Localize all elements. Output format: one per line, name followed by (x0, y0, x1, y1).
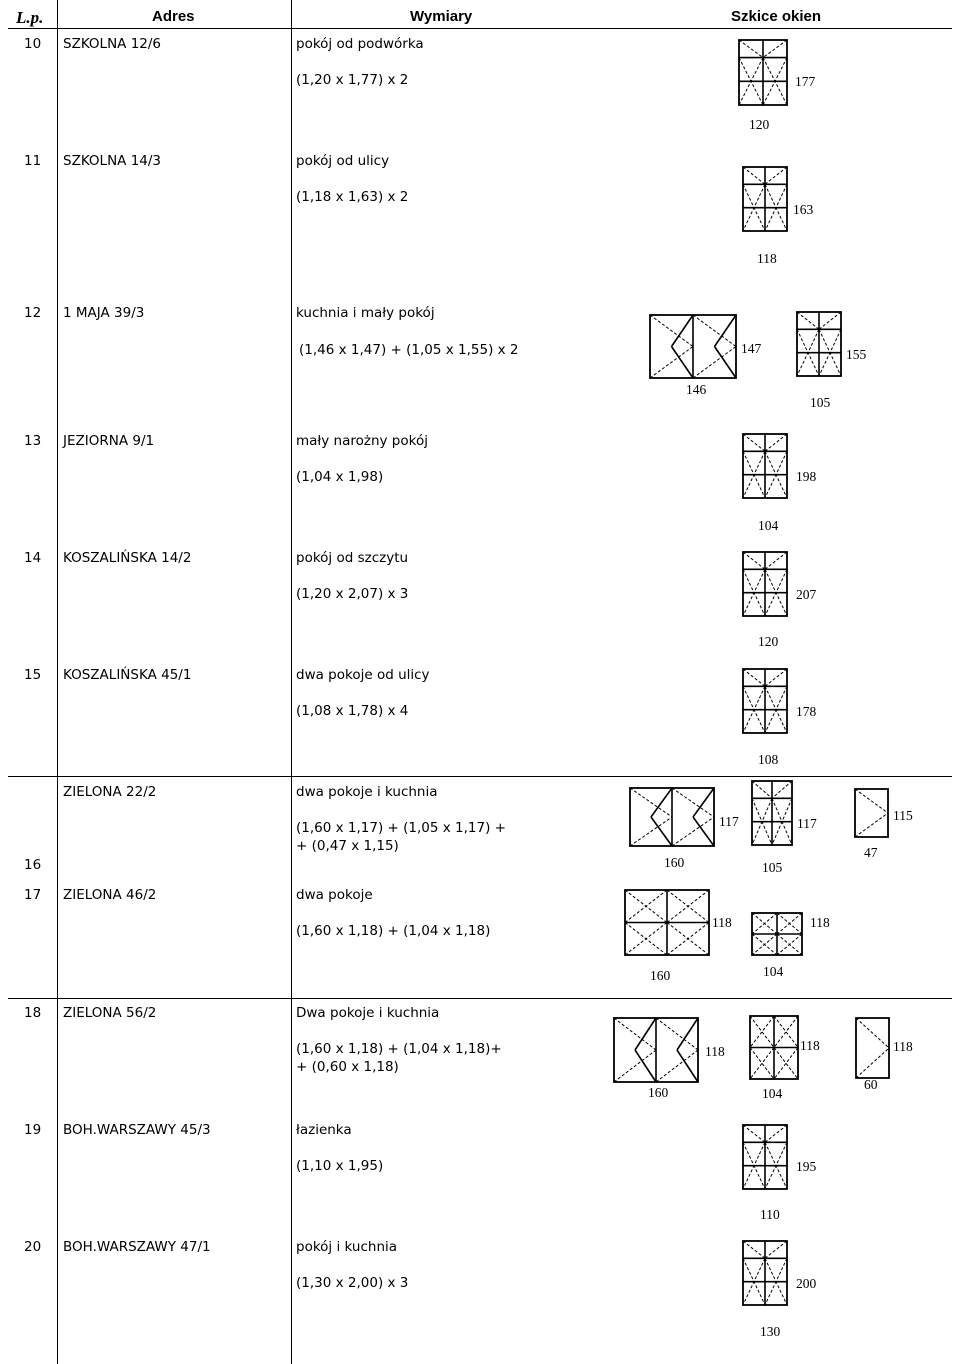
window-frame-line (677, 1018, 698, 1050)
sketch-label: 60 (864, 1077, 878, 1092)
row-number: 15 (24, 667, 42, 683)
sketch-label: 178 (796, 704, 817, 719)
row-dimensions: (1,20 x 2,07) x 3 (296, 586, 409, 602)
sketch-label: 117 (719, 814, 739, 829)
row-address: SZKOLNA 12/6 (63, 36, 162, 52)
row-number: 11 (24, 153, 42, 169)
sash-opening-line (855, 813, 888, 837)
sash-opening-line (650, 347, 693, 379)
row-number: 16 (24, 857, 42, 873)
row-description: pokój i kuchnia (296, 1239, 398, 1255)
sash-opening-line (672, 788, 714, 817)
sash-opening-line (672, 817, 714, 846)
window-frame-line (715, 347, 737, 379)
window-frame-line (677, 1050, 698, 1082)
row-dimensions: (1,60 x 1,17) + (1,05 x 1,17) + (296, 820, 506, 836)
sketch-label: 120 (749, 117, 770, 132)
sketch-label: 163 (793, 202, 814, 217)
row-description: dwa pokoje (296, 887, 373, 903)
row-address: ZIELONA 56/2 (63, 1005, 157, 1021)
row-description: mały narożny pokój (296, 433, 428, 449)
row-dimensions: (1,04 x 1,98) (296, 469, 384, 485)
sketch-label: 104 (762, 1086, 783, 1101)
sketch-label: 195 (796, 1159, 817, 1174)
sketch-label: 160 (648, 1085, 669, 1100)
row-description: łazienka (296, 1122, 352, 1138)
row-address: ZIELONA 22/2 (63, 784, 157, 800)
row-description: pokój od ulicy (296, 153, 390, 169)
sash-opening-line (855, 789, 888, 813)
sash-opening-line (693, 315, 736, 347)
row-dimensions: (1,60 x 1,18) + (1,04 x 1,18) (296, 923, 491, 939)
sketch-label: 207 (796, 587, 817, 602)
sash-opening-line (743, 1241, 765, 1258)
sketch-label: 118 (757, 251, 777, 266)
row-dimensions: (1,46 x 1,47) + (1,05 x 1,55) x 2 (299, 342, 519, 358)
sketch-label: 200 (796, 1276, 817, 1291)
sketch-label: 110 (760, 1207, 780, 1222)
window-frame (856, 1018, 889, 1078)
sketch-label: 146 (686, 382, 707, 397)
sash-opening-line (765, 669, 787, 686)
row-number: 19 (24, 1122, 42, 1138)
window-frame-line (672, 315, 694, 347)
sketch-label: 130 (760, 1324, 781, 1339)
header-sketches: Szkice okien (731, 8, 822, 25)
sketch-label: 177 (795, 74, 816, 89)
row-address: BOH.WARSZAWY 45/3 (63, 1122, 211, 1138)
sash-opening-line (693, 347, 736, 379)
sash-opening-line (743, 434, 765, 451)
sash-opening-line (856, 1048, 889, 1078)
sketch-label: 105 (762, 860, 783, 875)
window-frame-line (635, 1018, 656, 1050)
window-frame-line (651, 788, 672, 817)
sash-opening-line (752, 781, 772, 798)
row-address: BOH.WARSZAWY 47/1 (63, 1239, 211, 1255)
sash-opening-line (765, 1241, 787, 1258)
row-description: kuchnia i mały pokój (296, 305, 435, 321)
sketch-label: 160 (650, 968, 671, 983)
sash-opening-line (743, 669, 765, 686)
sketch-label: 198 (796, 469, 817, 484)
window-frame-line (672, 347, 694, 379)
sash-opening-line (656, 1018, 698, 1050)
sketch-label: 118 (705, 1044, 725, 1059)
sash-opening-line (656, 1050, 698, 1082)
sash-opening-line (856, 1018, 889, 1048)
sketch-label: 108 (758, 752, 779, 767)
row-number: 14 (24, 550, 42, 566)
sash-opening-line (743, 1125, 765, 1142)
row-address: KOSZALIŃSKA 14/2 (63, 550, 192, 566)
sketch-label: 155 (846, 347, 867, 362)
sash-opening-line (630, 788, 672, 817)
row-dimensions: (1,60 x 1,18) + (1,04 x 1,18)+ (296, 1041, 502, 1057)
row-dimensions-cont: + (0,60 x 1,18) (296, 1059, 399, 1075)
sash-opening-line (743, 167, 765, 184)
sketch-label: 47 (864, 845, 878, 860)
row-number: 10 (24, 36, 42, 52)
header-dimensions: Wymiary (410, 8, 473, 25)
row-description: pokój od podwórka (296, 36, 424, 52)
row-description: dwa pokoje od ulicy (296, 667, 430, 683)
header-address: Adres (152, 8, 195, 25)
row-dimensions: (1,10 x 1,95) (296, 1158, 384, 1174)
sash-opening-line (797, 312, 819, 329)
sash-opening-line (819, 312, 841, 329)
row-address: SZKOLNA 14/3 (63, 153, 162, 169)
row-dimensions: (1,20 x 1,77) x 2 (296, 72, 409, 88)
sketch-label: 104 (758, 518, 779, 533)
sketch-label: 115 (893, 808, 913, 823)
sketch-label: 117 (797, 816, 817, 831)
sash-opening-line (614, 1050, 656, 1082)
row-number: 13 (24, 433, 42, 449)
row-number: 18 (24, 1005, 42, 1021)
row-number: 17 (24, 887, 42, 903)
header-lp: L.p. (16, 8, 44, 27)
row-description: dwa pokoje i kuchnia (296, 784, 438, 800)
row-address: 1 MAJA 39/3 (63, 305, 145, 321)
row-dimensions: (1,08 x 1,78) x 4 (296, 703, 409, 719)
sketch-label: 118 (712, 915, 732, 930)
sash-opening-line (763, 40, 787, 58)
row-dimensions: (1,30 x 2,00) x 3 (296, 1275, 409, 1291)
window-frame-line (715, 315, 737, 347)
sketch-label: 160 (664, 855, 685, 870)
sketch-label: 118 (800, 1038, 820, 1053)
row-number: 20 (24, 1239, 42, 1255)
sash-opening-line (772, 781, 792, 798)
window-frame (855, 789, 888, 837)
row-address: KOSZALIŃSKA 45/1 (63, 667, 192, 683)
sash-opening-line (739, 40, 763, 58)
row-dimensions-cont: + (0,47 x 1,15) (296, 838, 399, 854)
sketch-label: 120 (758, 634, 779, 649)
sash-opening-line (630, 817, 672, 846)
sketch-label: 147 (741, 341, 762, 356)
row-description: Dwa pokoje i kuchnia (296, 1005, 440, 1021)
sketch-label: 105 (810, 395, 831, 410)
row-description: pokój od szczytu (296, 550, 409, 566)
row-number: 12 (24, 305, 42, 321)
sash-opening-line (765, 552, 787, 569)
sash-opening-line (743, 552, 765, 569)
row-dimensions: (1,18 x 1,63) x 2 (296, 189, 409, 205)
sash-opening-line (765, 167, 787, 184)
sash-opening-line (650, 315, 693, 347)
sketch-label: 104 (763, 964, 784, 979)
window-frame-line (693, 788, 714, 817)
sketch-label: 118 (810, 915, 830, 930)
sash-opening-line (614, 1018, 656, 1050)
window-frame-line (693, 817, 714, 846)
window-frame-line (635, 1050, 656, 1082)
row-address: JEZIORNA 9/1 (63, 433, 155, 449)
sketch-label: 118 (893, 1039, 913, 1054)
sash-opening-line (765, 434, 787, 451)
window-frame-line (651, 817, 672, 846)
sash-opening-line (765, 1125, 787, 1142)
row-address: ZIELONA 46/2 (63, 887, 157, 903)
